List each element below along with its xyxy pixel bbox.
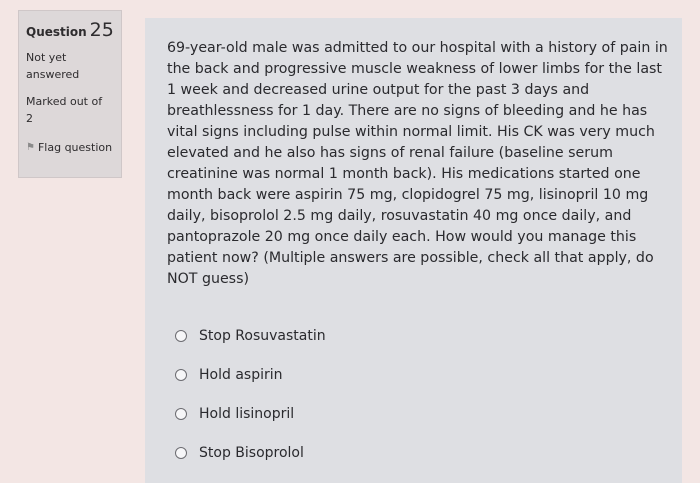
answer-label[interactable]: Hold lisinopril: [199, 405, 295, 422]
flag-question-label: Flag question: [37, 141, 113, 154]
flag-question-link[interactable]: [26, 139, 114, 156]
flag-icon: ⚑: [26, 142, 35, 153]
answer-option-hold-aspirin[interactable]: [167, 355, 670, 394]
question-content: [145, 18, 682, 483]
question-label: Question: [26, 25, 87, 39]
radio-button[interactable]: [175, 447, 187, 459]
answer-label[interactable]: Stop Bisoprolol: [199, 444, 304, 461]
answer-label[interactable]: Stop Rosuvastatin: [199, 327, 326, 344]
answer-label[interactable]: Hold aspirin: [199, 366, 283, 383]
answer-options: [167, 316, 670, 472]
marks-info: [26, 93, 114, 127]
question-text: 69-year-old male was admitted to our hospital with a history of pain in the back and progressive muscle weakness of lower limbs for the last 1 week and decreased urine output for the past 3 days and breathlessness for 1 day. There are no signs of bleeding and he has vital signs including pulse within normal limit. His CK was very much elevated and he also has signs of renal failure (baseline serum creatinine was normal 1 month back). His medications started one month back were aspirin 75 mg, clopidogrel 75 mg, lisinopril 10 mg daily, bisoprolol 2.5 mg daily, rosuvastatin 40 mg once daily, and pantoprazole 20 mg once daily each. How would you manage this patient now? (Multiple answers are possible, check all that apply, do NOT guess): [167, 40, 668, 287]
question-info-panel: [18, 10, 122, 178]
answer-state: Not yet answered: [26, 51, 80, 81]
question-header: [26, 19, 114, 41]
question-number: 25: [89, 19, 114, 41]
answer-option-stop-bisoprolol[interactable]: [167, 433, 670, 472]
marked-out-of-label: Marked out of: [26, 95, 103, 108]
radio-button[interactable]: [175, 369, 187, 381]
radio-button[interactable]: [175, 408, 187, 420]
answer-option-stop-rosuvastatin[interactable]: [167, 316, 670, 355]
radio-button[interactable]: [175, 330, 187, 342]
answer-option-hold-lisinopril[interactable]: [167, 394, 670, 433]
marked-out-of-value: 2: [26, 112, 33, 125]
